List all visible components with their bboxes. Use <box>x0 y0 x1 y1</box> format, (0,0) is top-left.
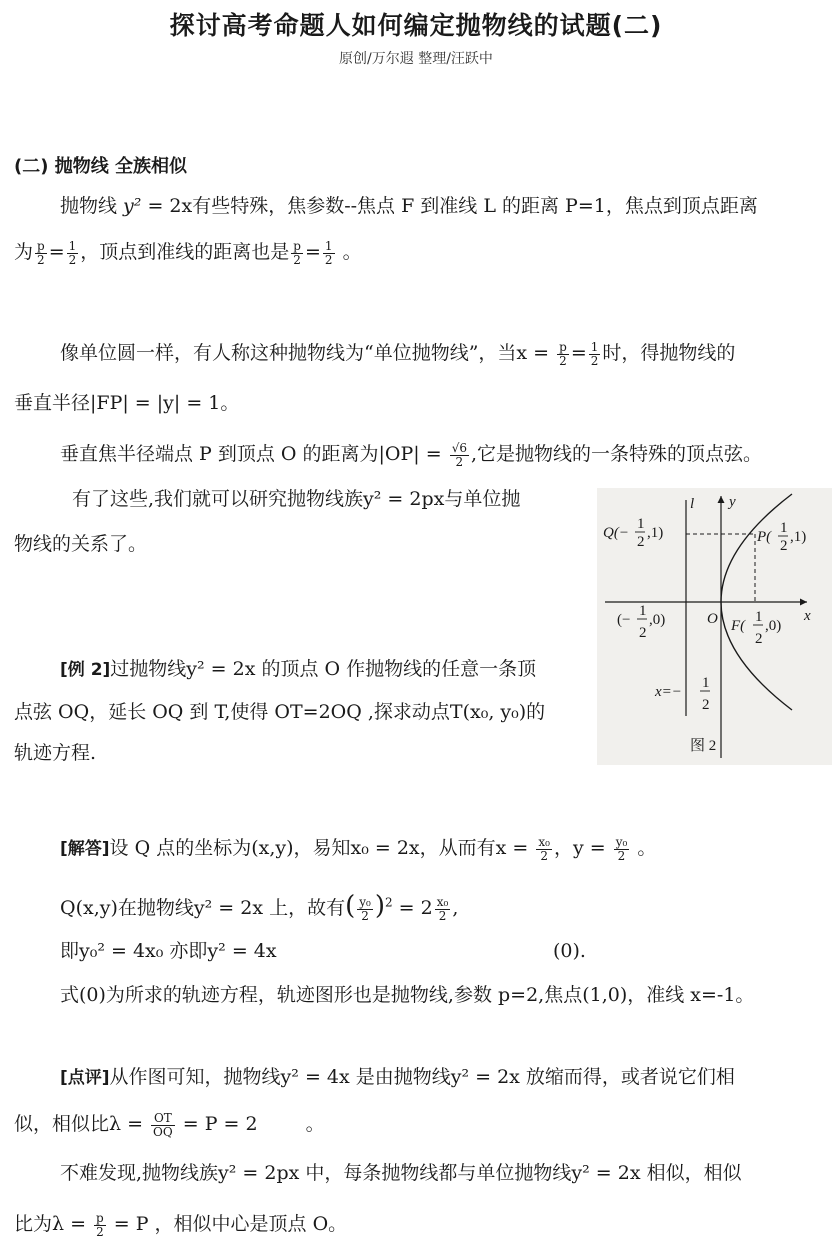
origin-label: O <box>707 611 718 627</box>
parabola-diagram <box>597 488 832 765</box>
unit-line-1: 像单位圆一样，有人称这种抛物线为“单位抛物线”，当x = $\frac{p}{2}$ = $\frac{1}{2}$ 时，得抛物线的 <box>60 340 736 368</box>
point-left-num: 1 <box>639 603 647 619</box>
point-q-label-start: Q(− <box>603 525 629 541</box>
equation-number: (0). <box>553 940 586 962</box>
example-line-2: 点弦 OQ，延长 OQ 到 T,使得 OT=2OQ ,探求动点T(x₀, y₀)的 <box>14 701 546 723</box>
byline: 原创/万尔遐 整理/汪跃中 <box>339 51 493 67</box>
intro-line-1: 抛物线 y² = 2x有些特殊，焦参数--焦点 F 到准线 L 的距离 P=1，焦点到顶点距离 <box>60 195 758 217</box>
point-q-den: 2 <box>637 534 645 550</box>
unit-line-2: 垂直半径|FP| = |y| = 1。 <box>14 392 240 414</box>
point-p-num: 1 <box>780 520 788 536</box>
focus-label-start: F( <box>731 618 746 634</box>
comment-line-4: 比为λ = $\frac{p}{2}$ = P ，相似中心是顶点 O。 <box>14 1211 348 1239</box>
comment-line-1: [点评]从作图可知，抛物线y² = 4x 是由抛物线y² = 2x 放缩而得，或者说它们相 <box>60 1066 735 1088</box>
point-left-label-end: ,0) <box>649 612 666 628</box>
comment-line-3: 不难发现,抛物线族y² = 2px 中，每条抛物线都与单位抛物线y² = 2x 相似，相似 <box>60 1162 742 1184</box>
point-q-label-end: ,1) <box>647 525 664 541</box>
point-p-label-start: P( <box>757 529 772 545</box>
directrix-eq-num: 1 <box>702 675 710 691</box>
y-axis-label: y <box>729 494 736 510</box>
solution-line-3: 即y₀² = 4x₀ 亦即y² = 4x <box>60 940 277 962</box>
directrix-eq-label: x=− <box>655 684 682 700</box>
point-left-label-start: (− <box>617 612 631 628</box>
point-q-num: 1 <box>637 516 645 532</box>
solution-line-2: Q(x,y)在抛物线y² = 2x 上，故有( $\frac{\text{y₀}}{2}$ )$^2$ = 2 $\frac{\text{x₀}}{2}$ , <box>60 891 459 923</box>
section-heading: (二) 抛物线 全族相似 <box>14 156 187 177</box>
example-line-3: 轨迹方程. <box>14 742 97 764</box>
comment-line-2: 似，相似比λ = $\frac{OT}{OQ}$ = P = 2 。 <box>14 1111 325 1139</box>
unit-line-5: 物线的关系了。 <box>14 533 148 555</box>
focus-label-end: ,0) <box>765 618 782 634</box>
unit-line-3: 垂直焦半径端点 P 到顶点 O 的距离为|OP| = $\frac{√6}{2}$ ,它是抛物线的一条特殊的顶点弦。 <box>60 441 763 469</box>
figure-caption: 图 2 <box>690 738 717 754</box>
point-p-label-end: ,1) <box>790 529 807 545</box>
page-title: 探讨高考命题人如何编定抛物线的试题(二) <box>169 11 663 40</box>
x-axis-label: x <box>804 608 811 624</box>
point-p-den: 2 <box>780 538 788 554</box>
solution-line-4: 式(0)为所求的轨迹方程，轨迹图形也是抛物线,参数 p=2,焦点(1,0)，准线 x=-1。 <box>60 984 755 1006</box>
solution-line-1: [解答]设 Q 点的坐标为(x,y)，易知x₀ = 2x，从而有x = $\frac{\text{x₀}}{2}$ ，y = $\frac{\text{y₀}}{2}$ 。 <box>60 835 657 863</box>
directrix-label: l <box>690 496 695 512</box>
focus-num: 1 <box>755 609 763 625</box>
point-left-den: 2 <box>639 625 647 641</box>
parabola-figure <box>597 488 832 765</box>
example-line-1: [例 2]过抛物线y² = 2x 的顶点 O 作抛物线的任意一条顶 <box>60 658 537 680</box>
directrix-eq-den: 2 <box>702 697 710 713</box>
intro-line-2: 为 $\frac{p}{2}$ = $\frac{1}{2}$ ，顶点到准线的距离也是 $\frac{p}{2}$ = $\frac{1}{2}$ 。 <box>14 239 362 267</box>
focus-den: 2 <box>755 631 763 647</box>
unit-line-4: 有了这些,我们就可以研究抛物线族y² = 2px与单位抛 <box>72 488 521 510</box>
